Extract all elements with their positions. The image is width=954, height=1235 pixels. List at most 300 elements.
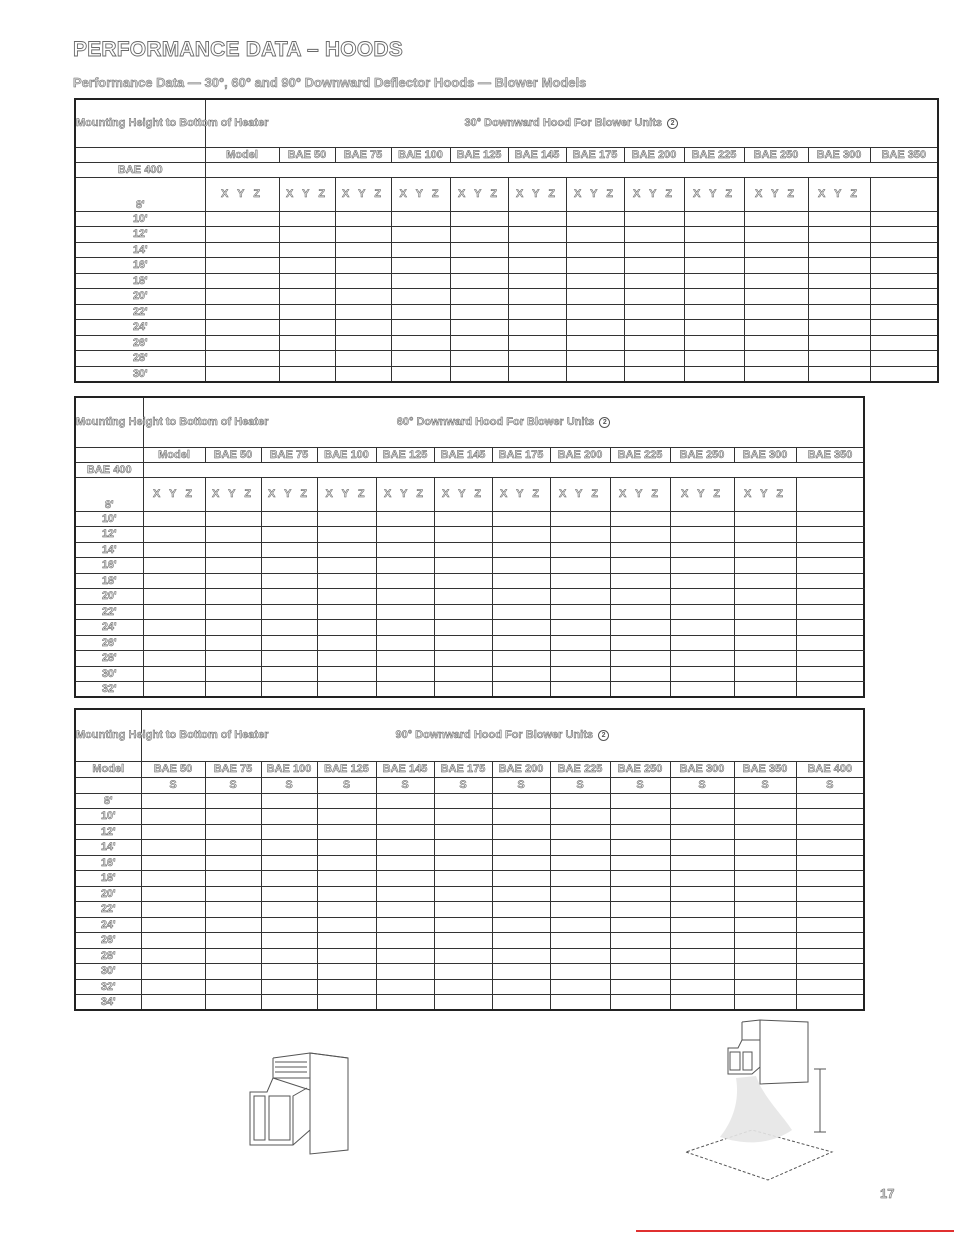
model-label: Model bbox=[143, 447, 205, 462]
data-cell bbox=[141, 855, 205, 871]
data-cell bbox=[335, 289, 391, 305]
height-label: 28' bbox=[75, 651, 143, 667]
data-cell bbox=[205, 964, 261, 980]
data-cell bbox=[670, 651, 734, 667]
page-number: 17 bbox=[880, 1186, 895, 1201]
height-label: 26' bbox=[75, 635, 143, 651]
data-cell bbox=[734, 573, 796, 589]
data-cell bbox=[492, 995, 550, 1011]
model-header: BAE 75 bbox=[261, 447, 317, 462]
data-cell bbox=[143, 604, 205, 620]
data-cell bbox=[143, 651, 205, 667]
xyz-column-label: X Y Z bbox=[492, 477, 550, 511]
blank-cell bbox=[143, 462, 864, 477]
data-cell bbox=[450, 273, 508, 289]
data-cell bbox=[335, 366, 391, 382]
data-cell bbox=[796, 979, 864, 995]
xyz-column-label: X Y Z bbox=[434, 477, 492, 511]
s-column-label: S bbox=[670, 777, 734, 793]
data-cell bbox=[141, 964, 205, 980]
data-cell bbox=[796, 666, 864, 682]
height-label: 32' bbox=[75, 979, 141, 995]
table-row bbox=[75, 793, 864, 809]
data-cell bbox=[670, 933, 734, 949]
data-cell bbox=[508, 258, 566, 274]
data-cell bbox=[317, 542, 376, 558]
data-cell bbox=[434, 948, 492, 964]
data-cell bbox=[734, 933, 796, 949]
s-column-label: S bbox=[492, 777, 550, 793]
data-cell bbox=[376, 635, 434, 651]
data-cell bbox=[796, 886, 864, 902]
xyz-column-label: X Y Z bbox=[624, 177, 684, 211]
data-cell bbox=[492, 620, 550, 636]
blank-cell bbox=[75, 147, 205, 162]
data-cell bbox=[550, 995, 610, 1011]
data-cell bbox=[796, 840, 864, 856]
data-cell bbox=[335, 211, 391, 227]
data-cell bbox=[492, 933, 550, 949]
xyz-column-label: X Y Z bbox=[279, 177, 335, 211]
data-cell bbox=[670, 886, 734, 902]
data-cell bbox=[492, 604, 550, 620]
data-cell bbox=[624, 289, 684, 305]
data-cell bbox=[670, 964, 734, 980]
data-cell bbox=[317, 948, 376, 964]
data-cell bbox=[550, 511, 610, 527]
data-cell bbox=[744, 304, 808, 320]
model-header: BAE 125 bbox=[376, 447, 434, 462]
height-label: 18' bbox=[75, 871, 141, 887]
data-cell bbox=[566, 351, 624, 367]
height-label: 20' bbox=[75, 289, 205, 305]
data-cell bbox=[376, 558, 434, 574]
data-cell bbox=[550, 933, 610, 949]
footer-accent-rule bbox=[636, 1230, 954, 1232]
data-cell bbox=[550, 840, 610, 856]
data-cell bbox=[261, 651, 317, 667]
data-cell bbox=[808, 242, 870, 258]
mounting-height-label: Mounting Height to Bottom of Heater bbox=[75, 397, 143, 447]
table-row bbox=[75, 289, 938, 305]
model-header: BAE 75 bbox=[335, 147, 391, 162]
data-cell bbox=[317, 682, 376, 698]
data-cell bbox=[670, 635, 734, 651]
table-row bbox=[75, 948, 864, 964]
data-cell bbox=[317, 666, 376, 682]
footnote-marker: 2 bbox=[599, 417, 610, 428]
data-cell bbox=[550, 682, 610, 698]
data-cell bbox=[734, 682, 796, 698]
data-cell bbox=[317, 809, 376, 825]
data-cell bbox=[870, 366, 938, 382]
data-cell bbox=[610, 527, 670, 543]
data-cell bbox=[205, 902, 261, 918]
data-cell bbox=[450, 258, 508, 274]
table-row bbox=[75, 573, 864, 589]
model-header: BAE 145 bbox=[434, 447, 492, 462]
model-header: BAE 145 bbox=[508, 147, 566, 162]
data-cell bbox=[734, 855, 796, 871]
height-label: 12' bbox=[75, 824, 141, 840]
height-label: 10' bbox=[75, 809, 141, 825]
data-cell bbox=[796, 948, 864, 964]
data-cell bbox=[670, 917, 734, 933]
height-label: 18' bbox=[75, 273, 205, 289]
mounting-height-label: Mounting Height to Bottom of Heater bbox=[75, 709, 141, 761]
data-cell bbox=[624, 351, 684, 367]
data-cell bbox=[434, 855, 492, 871]
data-cell bbox=[624, 335, 684, 351]
data-cell bbox=[376, 917, 434, 933]
data-cell bbox=[434, 542, 492, 558]
height-label: 34' bbox=[75, 995, 141, 1011]
data-cell bbox=[610, 871, 670, 887]
data-cell bbox=[734, 840, 796, 856]
data-cell bbox=[141, 902, 205, 918]
data-cell bbox=[550, 855, 610, 871]
data-cell bbox=[261, 666, 317, 682]
data-cell bbox=[317, 979, 376, 995]
data-cell bbox=[670, 573, 734, 589]
data-cell bbox=[261, 933, 317, 949]
data-cell bbox=[508, 304, 566, 320]
data-cell bbox=[508, 335, 566, 351]
data-cell bbox=[550, 589, 610, 605]
data-cell bbox=[566, 320, 624, 336]
table-row bbox=[75, 886, 864, 902]
data-cell bbox=[670, 948, 734, 964]
height-label: 14' bbox=[75, 542, 143, 558]
data-cell bbox=[376, 542, 434, 558]
data-cell bbox=[492, 558, 550, 574]
data-cell bbox=[796, 809, 864, 825]
data-cell bbox=[434, 995, 492, 1011]
height-label: 16' bbox=[75, 258, 205, 274]
data-cell bbox=[261, 620, 317, 636]
data-cell bbox=[141, 917, 205, 933]
table-row bbox=[75, 635, 864, 651]
data-cell bbox=[434, 840, 492, 856]
data-cell bbox=[610, 840, 670, 856]
data-cell bbox=[141, 979, 205, 995]
data-cell bbox=[610, 979, 670, 995]
model-header: BAE 125 bbox=[450, 147, 508, 162]
data-cell bbox=[808, 366, 870, 382]
data-cell bbox=[143, 573, 205, 589]
data-cell bbox=[870, 304, 938, 320]
data-cell bbox=[205, 227, 279, 243]
data-cell bbox=[610, 793, 670, 809]
data-cell bbox=[492, 964, 550, 980]
data-cell bbox=[744, 242, 808, 258]
data-cell bbox=[391, 304, 450, 320]
data-cell bbox=[434, 651, 492, 667]
data-cell bbox=[624, 258, 684, 274]
data-cell bbox=[376, 902, 434, 918]
data-cell bbox=[376, 840, 434, 856]
data-cell bbox=[796, 651, 864, 667]
data-cell bbox=[610, 511, 670, 527]
data-cell bbox=[335, 304, 391, 320]
data-cell bbox=[434, 558, 492, 574]
data-cell bbox=[492, 635, 550, 651]
data-cell bbox=[205, 351, 279, 367]
data-cell bbox=[508, 351, 566, 367]
data-cell bbox=[624, 242, 684, 258]
data-cell bbox=[261, 824, 317, 840]
data-cell bbox=[317, 573, 376, 589]
data-cell bbox=[450, 227, 508, 243]
data-cell bbox=[141, 824, 205, 840]
data-cell bbox=[796, 511, 864, 527]
data-cell bbox=[670, 620, 734, 636]
data-cell bbox=[376, 995, 434, 1011]
data-cell bbox=[734, 511, 796, 527]
table-90-degree-hood bbox=[74, 708, 865, 1011]
s-column-label: S bbox=[376, 777, 434, 793]
data-cell bbox=[391, 242, 450, 258]
data-cell bbox=[317, 902, 376, 918]
table-row bbox=[75, 542, 864, 558]
data-cell bbox=[279, 227, 335, 243]
data-cell bbox=[566, 304, 624, 320]
data-cell bbox=[205, 511, 261, 527]
model-header: BAE 250 bbox=[670, 447, 734, 462]
height-label: 10' bbox=[75, 211, 205, 227]
data-cell bbox=[335, 320, 391, 336]
model-header: BAE 100 bbox=[391, 147, 450, 162]
data-cell bbox=[279, 273, 335, 289]
data-cell bbox=[335, 335, 391, 351]
data-cell bbox=[335, 258, 391, 274]
data-cell bbox=[205, 273, 279, 289]
data-cell bbox=[744, 289, 808, 305]
data-cell bbox=[508, 289, 566, 305]
data-cell bbox=[279, 258, 335, 274]
data-cell bbox=[734, 964, 796, 980]
xyz-column-label: X Y Z bbox=[808, 177, 870, 211]
s-column-label: S bbox=[205, 777, 261, 793]
data-cell bbox=[450, 304, 508, 320]
data-cell bbox=[550, 809, 610, 825]
model-header: BAE 200 bbox=[492, 761, 550, 777]
data-cell bbox=[610, 542, 670, 558]
data-cell bbox=[610, 948, 670, 964]
data-cell bbox=[734, 558, 796, 574]
hood-caption: 30° Downward Hood For Blower Units 2 bbox=[205, 99, 938, 147]
data-cell bbox=[205, 840, 261, 856]
data-cell bbox=[550, 886, 610, 902]
xyz-column-label: X Y Z bbox=[684, 177, 744, 211]
data-cell bbox=[796, 871, 864, 887]
data-cell bbox=[317, 511, 376, 527]
data-cell bbox=[143, 558, 205, 574]
data-cell bbox=[870, 273, 938, 289]
data-cell bbox=[279, 366, 335, 382]
data-cell bbox=[684, 289, 744, 305]
data-cell bbox=[143, 635, 205, 651]
data-cell bbox=[376, 527, 434, 543]
s-column-label: S bbox=[734, 777, 796, 793]
data-cell bbox=[734, 793, 796, 809]
data-cell bbox=[261, 948, 317, 964]
table-30-degree-hood bbox=[74, 98, 939, 383]
xyz-column-label: X Y Z bbox=[744, 177, 808, 211]
data-cell bbox=[279, 320, 335, 336]
data-cell bbox=[492, 840, 550, 856]
data-cell bbox=[205, 809, 261, 825]
data-cell bbox=[279, 351, 335, 367]
data-cell bbox=[796, 902, 864, 918]
data-cell bbox=[744, 366, 808, 382]
data-cell bbox=[317, 964, 376, 980]
data-cell bbox=[870, 242, 938, 258]
data-cell bbox=[670, 511, 734, 527]
table-row bbox=[75, 558, 864, 574]
data-cell bbox=[610, 886, 670, 902]
model-header: BAE 50 bbox=[141, 761, 205, 777]
data-cell bbox=[566, 227, 624, 243]
data-cell bbox=[550, 824, 610, 840]
data-cell bbox=[376, 651, 434, 667]
data-cell bbox=[492, 542, 550, 558]
xyz-column-label: X Y Z bbox=[376, 477, 434, 511]
data-cell bbox=[492, 793, 550, 809]
data-cell bbox=[450, 351, 508, 367]
data-cell bbox=[434, 589, 492, 605]
data-cell bbox=[261, 855, 317, 871]
table-row bbox=[75, 824, 864, 840]
data-cell bbox=[492, 902, 550, 918]
data-cell bbox=[205, 855, 261, 871]
data-cell bbox=[376, 871, 434, 887]
table-row bbox=[75, 651, 864, 667]
data-cell bbox=[143, 589, 205, 605]
data-cell bbox=[670, 589, 734, 605]
data-cell bbox=[744, 320, 808, 336]
table-row bbox=[75, 604, 864, 620]
data-cell bbox=[744, 351, 808, 367]
data-cell bbox=[734, 589, 796, 605]
table-row bbox=[75, 871, 864, 887]
data-cell bbox=[796, 793, 864, 809]
data-cell bbox=[508, 227, 566, 243]
model-header: BAE 300 bbox=[808, 147, 870, 162]
xyz-column-label: X Y Z bbox=[734, 477, 796, 511]
data-cell bbox=[670, 871, 734, 887]
table-row bbox=[75, 511, 864, 527]
data-cell bbox=[566, 242, 624, 258]
data-cell bbox=[205, 335, 279, 351]
data-cell bbox=[492, 666, 550, 682]
model-header: BAE 350 bbox=[734, 761, 796, 777]
xyz-column-label: X Y Z bbox=[391, 177, 450, 211]
data-cell bbox=[734, 604, 796, 620]
data-cell bbox=[684, 242, 744, 258]
data-cell bbox=[610, 902, 670, 918]
data-cell bbox=[205, 979, 261, 995]
data-cell bbox=[566, 211, 624, 227]
data-cell bbox=[261, 809, 317, 825]
mounting-height-diagram-illustration bbox=[680, 1012, 865, 1187]
data-cell bbox=[796, 620, 864, 636]
data-cell bbox=[508, 211, 566, 227]
data-cell bbox=[335, 273, 391, 289]
data-cell bbox=[670, 666, 734, 682]
data-cell bbox=[450, 211, 508, 227]
data-cell bbox=[870, 227, 938, 243]
data-cell bbox=[744, 335, 808, 351]
data-cell bbox=[550, 542, 610, 558]
data-cell bbox=[261, 995, 317, 1011]
data-cell bbox=[610, 824, 670, 840]
data-cell bbox=[492, 855, 550, 871]
model-header: BAE 350 bbox=[870, 147, 938, 162]
data-cell bbox=[434, 682, 492, 698]
data-cell bbox=[734, 527, 796, 543]
height-label: 14' bbox=[75, 242, 205, 258]
data-cell bbox=[550, 604, 610, 620]
data-cell bbox=[141, 933, 205, 949]
data-cell bbox=[566, 335, 624, 351]
data-cell bbox=[550, 917, 610, 933]
data-cell bbox=[808, 273, 870, 289]
data-cell bbox=[279, 242, 335, 258]
data-cell bbox=[141, 871, 205, 887]
table-row bbox=[75, 335, 938, 351]
height-label: 30' bbox=[75, 366, 205, 382]
data-cell bbox=[610, 620, 670, 636]
height-label: 28' bbox=[75, 351, 205, 367]
data-cell bbox=[796, 604, 864, 620]
data-cell bbox=[376, 666, 434, 682]
data-cell bbox=[434, 964, 492, 980]
data-cell bbox=[391, 320, 450, 336]
data-cell bbox=[492, 917, 550, 933]
model-header: BAE 100 bbox=[317, 447, 376, 462]
data-cell bbox=[205, 682, 261, 698]
data-cell bbox=[143, 527, 205, 543]
data-cell bbox=[141, 995, 205, 1011]
model-header: BAE 225 bbox=[684, 147, 744, 162]
data-cell bbox=[550, 871, 610, 887]
data-cell bbox=[391, 227, 450, 243]
data-cell bbox=[450, 366, 508, 382]
data-cell bbox=[796, 824, 864, 840]
data-cell bbox=[734, 979, 796, 995]
data-cell bbox=[808, 289, 870, 305]
data-cell bbox=[205, 871, 261, 887]
data-cell bbox=[376, 979, 434, 995]
xyz-column-label: X Y Z bbox=[335, 177, 391, 211]
xyz-column-label: X Y Z bbox=[143, 477, 205, 511]
data-cell bbox=[143, 666, 205, 682]
s-column-label: S bbox=[550, 777, 610, 793]
data-cell bbox=[550, 620, 610, 636]
table-row bbox=[75, 917, 864, 933]
s-column-label: S bbox=[434, 777, 492, 793]
data-cell bbox=[492, 824, 550, 840]
height-label: 20' bbox=[75, 886, 141, 902]
data-cell bbox=[870, 351, 938, 367]
data-cell bbox=[684, 351, 744, 367]
data-cell bbox=[141, 886, 205, 902]
height-label: 32' bbox=[75, 682, 143, 698]
model-header: BAE 100 bbox=[261, 761, 317, 777]
data-cell bbox=[808, 258, 870, 274]
data-cell bbox=[279, 304, 335, 320]
